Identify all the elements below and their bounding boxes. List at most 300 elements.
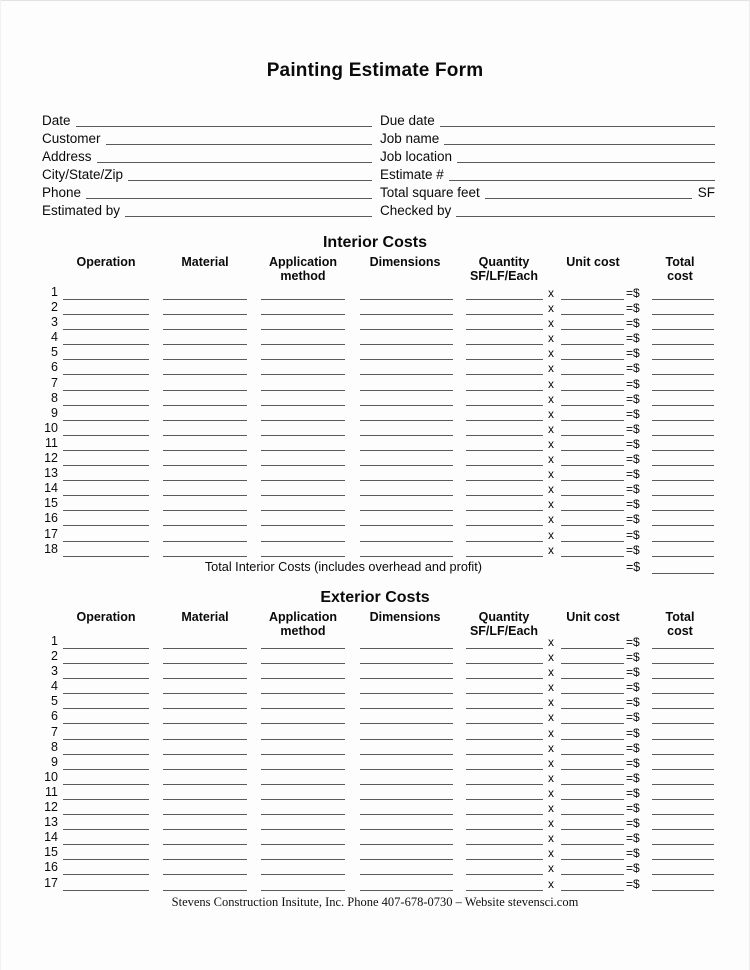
interior-cell-input[interactable] (261, 480, 345, 481)
interior-cell-input[interactable] (466, 405, 543, 406)
interior-cell-input[interactable] (261, 465, 345, 466)
interior-cell-input[interactable] (163, 541, 247, 542)
interior-cell-input[interactable] (466, 344, 543, 345)
interior-cell-input[interactable] (466, 556, 543, 557)
exterior-cell-input[interactable] (360, 859, 453, 860)
interior-cell-input[interactable] (163, 344, 247, 345)
exterior-cell-input[interactable] (360, 799, 453, 800)
exterior-row (0, 847, 750, 862)
exterior-cell-input[interactable] (63, 829, 149, 830)
exterior-cell-input[interactable] (466, 663, 543, 664)
exterior-cell-input[interactable] (261, 723, 345, 724)
exterior-cell-input[interactable] (261, 739, 345, 740)
interior-cell-input[interactable] (163, 495, 247, 496)
exterior-cell-input[interactable] (360, 678, 453, 679)
exterior-cell-input[interactable] (561, 648, 624, 649)
interior-cell-input[interactable] (163, 525, 247, 526)
interior-cell-input[interactable] (561, 465, 624, 466)
interior-cell-input[interactable] (63, 314, 149, 315)
interior-column-header (63, 256, 149, 270)
exterior-cell-input[interactable] (163, 678, 247, 679)
interior-cell-input[interactable] (63, 344, 149, 345)
interior-cell-input[interactable] (63, 435, 149, 436)
exterior-cell-input[interactable] (561, 693, 624, 694)
exterior-cell-input[interactable] (466, 784, 543, 785)
exterior-cell-input[interactable] (63, 723, 149, 724)
exterior-cell-input[interactable] (63, 754, 149, 755)
exterior-cell-input[interactable] (561, 678, 624, 679)
interior-cell-input[interactable] (466, 420, 543, 421)
exterior-cell-input[interactable] (652, 890, 714, 891)
interior-cell-input[interactable] (163, 299, 247, 300)
exterior-cell-input[interactable] (561, 723, 624, 724)
interior-cell-input[interactable] (652, 329, 714, 330)
interior-cell-input[interactable] (261, 405, 345, 406)
interior-cell-input[interactable] (63, 495, 149, 496)
exterior-cell-input[interactable] (261, 693, 345, 694)
exterior-cell-input[interactable] (63, 663, 149, 664)
interior-cell-input[interactable] (561, 374, 624, 375)
exterior-cell-input[interactable] (466, 723, 543, 724)
interior-total-label: Total Interior Costs (includes overhead and profit) (204, 560, 482, 574)
interior-cell-input[interactable] (652, 510, 714, 511)
interior-cell-input[interactable] (63, 405, 149, 406)
header-field-input[interactable] (440, 112, 715, 127)
exterior-cell-input[interactable] (652, 814, 714, 815)
exterior-cell-input[interactable] (163, 648, 247, 649)
exterior-cell-input[interactable] (466, 844, 543, 845)
interior-cell-input[interactable] (261, 541, 345, 542)
exterior-cell-input[interactable] (360, 663, 453, 664)
header-field-label: Phone (42, 185, 82, 200)
exterior-cell-input[interactable] (652, 708, 714, 709)
interior-equals-symbol: =$ (626, 497, 640, 512)
interior-row-number: 13 (44, 466, 58, 481)
interior-cell-input[interactable] (561, 556, 624, 557)
interior-cell-input[interactable] (466, 314, 543, 315)
exterior-cell-input[interactable] (63, 799, 149, 800)
exterior-cell-input[interactable] (261, 754, 345, 755)
exterior-cell-input[interactable] (63, 890, 149, 891)
exterior-cell-input[interactable] (652, 829, 714, 830)
exterior-row (0, 784, 750, 802)
exterior-cell-input[interactable] (652, 784, 714, 785)
interior-cell-input[interactable] (63, 359, 149, 360)
interior-cell-input[interactable] (561, 390, 624, 391)
interior-cell-input[interactable] (466, 525, 543, 526)
interior-cell-input[interactable] (466, 374, 543, 375)
interior-cell-input[interactable] (63, 450, 149, 451)
interior-cell-input[interactable] (63, 299, 149, 300)
interior-cell-input[interactable] (561, 480, 624, 481)
interior-cell-input[interactable] (261, 390, 345, 391)
header-field-input[interactable] (97, 148, 372, 163)
interior-total-value-field[interactable] (652, 573, 714, 574)
exterior-multiply-symbol: x (548, 710, 554, 725)
exterior-cell-input[interactable] (652, 874, 714, 875)
exterior-equals-symbol: =$ (626, 785, 640, 800)
exterior-cell-input[interactable] (561, 739, 624, 740)
exterior-cell-input[interactable] (360, 784, 453, 785)
exterior-cell-input[interactable] (652, 739, 714, 740)
interior-cell-input[interactable] (63, 510, 149, 511)
exterior-cell-input[interactable] (466, 754, 543, 755)
exterior-cell-input[interactable] (360, 874, 453, 875)
header-field-label: Date (42, 113, 71, 128)
header-field-row (42, 110, 372, 128)
interior-cell-input[interactable] (261, 374, 345, 375)
interior-row-number: 16 (44, 511, 58, 526)
interior-cell-input[interactable] (163, 510, 247, 511)
exterior-cell-input[interactable] (163, 799, 247, 800)
exterior-cell-input[interactable] (261, 663, 345, 664)
exterior-cell-input[interactable] (561, 829, 624, 830)
interior-cell-input[interactable] (261, 329, 345, 330)
header-field-input[interactable] (106, 130, 372, 145)
interior-cell-input[interactable] (652, 465, 714, 466)
interior-cell-input[interactable] (163, 314, 247, 315)
interior-cell-input[interactable] (652, 435, 714, 436)
exterior-cell-input[interactable] (360, 648, 453, 649)
exterior-cell-input[interactable] (261, 769, 345, 770)
exterior-cell-input[interactable] (63, 678, 149, 679)
header-field-input[interactable] (76, 112, 372, 127)
interior-cell-input[interactable] (466, 541, 543, 542)
interior-cell-input[interactable] (466, 390, 543, 391)
interior-cell-input[interactable] (63, 556, 149, 557)
exterior-cell-input[interactable] (63, 874, 149, 875)
interior-cell-input[interactable] (360, 510, 453, 511)
interior-multiply-symbol: x (548, 467, 554, 482)
exterior-equals-symbol: =$ (626, 725, 640, 740)
exterior-cell-input[interactable] (261, 814, 345, 815)
interior-cell-input[interactable] (163, 420, 247, 421)
interior-cell-input[interactable] (652, 344, 714, 345)
exterior-cell-input[interactable] (163, 754, 247, 755)
interior-total-row (0, 560, 750, 578)
interior-cell-input[interactable] (63, 525, 149, 526)
interior-row (0, 435, 750, 453)
exterior-cell-input[interactable] (466, 814, 543, 815)
interior-cell-input[interactable] (561, 450, 624, 451)
exterior-row (0, 681, 750, 696)
exterior-cell-input[interactable] (163, 708, 247, 709)
exterior-cell-input[interactable] (561, 663, 624, 664)
interior-cell-input[interactable] (652, 450, 714, 451)
interior-cell-input[interactable] (360, 450, 453, 451)
exterior-column-header-line: Unit cost (566, 610, 620, 624)
exterior-cell-input[interactable] (360, 739, 453, 740)
interior-cell-input[interactable] (652, 374, 714, 375)
interior-cell-input[interactable] (360, 405, 453, 406)
interior-cell-input[interactable] (561, 541, 624, 542)
interior-cell-input[interactable] (652, 480, 714, 481)
header-field-input[interactable] (457, 148, 715, 163)
interior-multiply-symbol: x (548, 452, 554, 467)
interior-cell-input[interactable] (652, 556, 714, 557)
exterior-cell-input[interactable] (261, 799, 345, 800)
exterior-cell-input[interactable] (466, 829, 543, 830)
exterior-row-number: 8 (51, 739, 58, 754)
exterior-cell-input[interactable] (360, 844, 453, 845)
exterior-cell-input[interactable] (261, 890, 345, 891)
exterior-cell-input[interactable] (360, 890, 453, 891)
interior-cell-input[interactable] (466, 450, 543, 451)
interior-column-header (456, 256, 552, 283)
exterior-cell-input[interactable] (63, 784, 149, 785)
interior-multiply-symbol: x (548, 301, 554, 316)
interior-cell-input[interactable] (163, 556, 247, 557)
header-field-row (380, 128, 715, 146)
interior-cell-input[interactable] (466, 495, 543, 496)
exterior-cell-input[interactable] (63, 693, 149, 694)
exterior-cell-input[interactable] (561, 814, 624, 815)
exterior-cell-input[interactable] (652, 754, 714, 755)
exterior-cell-input[interactable] (466, 890, 543, 891)
interior-cell-input[interactable] (261, 495, 345, 496)
interior-cell-input[interactable] (261, 435, 345, 436)
interior-cell-input[interactable] (561, 299, 624, 300)
interior-cell-input[interactable] (466, 359, 543, 360)
exterior-cell-input[interactable] (652, 799, 714, 800)
exterior-cell-input[interactable] (63, 708, 149, 709)
exterior-cell-input[interactable] (163, 874, 247, 875)
interior-cell-input[interactable] (163, 405, 247, 406)
interior-cell-input[interactable] (63, 480, 149, 481)
exterior-multiply-symbol: x (548, 740, 554, 755)
exterior-cell-input[interactable] (561, 754, 624, 755)
exterior-cell-input[interactable] (360, 708, 453, 709)
exterior-cell-input[interactable] (561, 874, 624, 875)
exterior-cell-input[interactable] (652, 648, 714, 649)
exterior-cell-input[interactable] (63, 769, 149, 770)
interior-row-number: 4 (51, 330, 58, 345)
interior-cell-input[interactable] (63, 374, 149, 375)
interior-column-headers (0, 256, 750, 290)
interior-cell-input[interactable] (261, 510, 345, 511)
exterior-cell-input[interactable] (163, 859, 247, 860)
exterior-cell-input[interactable] (261, 708, 345, 709)
interior-cell-input[interactable] (360, 541, 453, 542)
exterior-cell-input[interactable] (261, 784, 345, 785)
interior-multiply-symbol: x (548, 286, 554, 300)
interior-cell-input[interactable] (561, 329, 624, 330)
exterior-cell-input[interactable] (360, 829, 453, 830)
exterior-cell-input[interactable] (652, 769, 714, 770)
exterior-cell-input[interactable] (466, 874, 543, 875)
exterior-column-header (358, 611, 452, 625)
exterior-cell-input[interactable] (261, 678, 345, 679)
interior-cell-input[interactable] (652, 405, 714, 406)
interior-multiply-symbol: x (548, 527, 554, 542)
interior-cell-input[interactable] (561, 405, 624, 406)
interior-cell-input[interactable] (360, 329, 453, 330)
interior-cell-input[interactable] (561, 359, 624, 360)
header-field-input[interactable] (125, 202, 372, 217)
exterior-cell-input[interactable] (652, 859, 714, 860)
interior-cell-input[interactable] (561, 314, 624, 315)
exterior-cell-input[interactable] (63, 648, 149, 649)
exterior-cell-input[interactable] (163, 739, 247, 740)
interior-cell-input[interactable] (261, 525, 345, 526)
interior-cell-input[interactable] (261, 359, 345, 360)
interior-cell-input[interactable] (261, 420, 345, 421)
exterior-cell-input[interactable] (466, 859, 543, 860)
exterior-cell-input[interactable] (466, 739, 543, 740)
interior-cell-input[interactable] (652, 420, 714, 421)
interior-cell-input[interactable] (466, 435, 543, 436)
interior-cell-input[interactable] (261, 314, 345, 315)
interior-cell-input[interactable] (360, 299, 453, 300)
interior-column-header-line: cost (667, 268, 693, 283)
interior-cell-input[interactable] (561, 495, 624, 496)
exterior-column-header-line: Material (181, 610, 229, 624)
interior-column-header-line: Application (268, 255, 338, 269)
interior-cell-input[interactable] (63, 329, 149, 330)
exterior-cell-input[interactable] (360, 769, 453, 770)
interior-cell-input[interactable] (163, 359, 247, 360)
exterior-cell-input[interactable] (163, 723, 247, 724)
header-field-input[interactable] (449, 166, 715, 181)
interior-cell-input[interactable] (360, 465, 453, 466)
exterior-cell-input[interactable] (63, 739, 149, 740)
interior-cell-input[interactable] (360, 495, 453, 496)
exterior-cell-input[interactable] (561, 859, 624, 860)
interior-cell-input[interactable] (466, 329, 543, 330)
interior-equals-symbol: =$ (626, 376, 640, 391)
interior-multiply-symbol: x (548, 482, 554, 497)
interior-cell-input[interactable] (63, 541, 149, 542)
interior-cell-input[interactable] (466, 510, 543, 511)
exterior-cell-input[interactable] (163, 844, 247, 845)
exterior-cell-input[interactable] (466, 769, 543, 770)
interior-cell-input[interactable] (163, 329, 247, 330)
exterior-cell-input[interactable] (652, 693, 714, 694)
interior-cell-input[interactable] (163, 480, 247, 481)
exterior-cell-input[interactable] (652, 844, 714, 845)
exterior-cell-input[interactable] (163, 693, 247, 694)
interior-cell-input[interactable] (561, 344, 624, 345)
interior-cell-input[interactable] (652, 299, 714, 300)
interior-cell-input[interactable] (360, 525, 453, 526)
exterior-cell-input[interactable] (360, 693, 453, 694)
interior-cell-input[interactable] (652, 541, 714, 542)
interior-cell-input[interactable] (360, 556, 453, 557)
interior-cell-input[interactable] (652, 495, 714, 496)
interior-cell-input[interactable] (360, 390, 453, 391)
header-field-row (42, 182, 372, 200)
exterior-cell-input[interactable] (63, 844, 149, 845)
exterior-cell-input[interactable] (652, 663, 714, 664)
interior-cell-input[interactable] (652, 359, 714, 360)
exterior-cell-input[interactable] (561, 799, 624, 800)
exterior-cell-input[interactable] (466, 799, 543, 800)
exterior-cell-input[interactable] (652, 723, 714, 724)
exterior-cell-input[interactable] (63, 859, 149, 860)
exterior-cell-input[interactable] (466, 648, 543, 649)
interior-cell-input[interactable] (63, 390, 149, 391)
interior-cell-input[interactable] (163, 450, 247, 451)
interior-cell-input[interactable] (261, 344, 345, 345)
header-field-input[interactable] (444, 130, 715, 145)
exterior-cell-input[interactable] (466, 693, 543, 694)
interior-cell-input[interactable] (63, 420, 149, 421)
interior-cell-input[interactable] (561, 435, 624, 436)
header-field-input[interactable] (86, 184, 372, 199)
exterior-cell-input[interactable] (561, 708, 624, 709)
header-field-input[interactable] (485, 184, 692, 199)
interior-cell-input[interactable] (652, 390, 714, 391)
exterior-cell-input[interactable] (466, 708, 543, 709)
exterior-cell-input[interactable] (163, 784, 247, 785)
exterior-cell-input[interactable] (261, 874, 345, 875)
exterior-cell-input[interactable] (360, 814, 453, 815)
exterior-cell-input[interactable] (163, 829, 247, 830)
exterior-cell-input[interactable] (261, 844, 345, 845)
header-field-unit-label: SF (697, 185, 715, 200)
interior-row (0, 468, 750, 483)
interior-cell-input[interactable] (163, 435, 247, 436)
exterior-cell-input[interactable] (360, 723, 453, 724)
interior-cell-input[interactable] (63, 465, 149, 466)
exterior-cell-input[interactable] (163, 890, 247, 891)
interior-row-number: 5 (51, 345, 58, 360)
interior-cell-input[interactable] (261, 299, 345, 300)
interior-cell-input[interactable] (466, 480, 543, 481)
exterior-cell-input[interactable] (163, 814, 247, 815)
interior-cell-input[interactable] (466, 465, 543, 466)
exterior-cell-input[interactable] (63, 814, 149, 815)
exterior-cell-input[interactable] (561, 769, 624, 770)
interior-cell-input[interactable] (561, 525, 624, 526)
interior-cell-input[interactable] (261, 450, 345, 451)
interior-cell-input[interactable] (652, 525, 714, 526)
exterior-cell-input[interactable] (360, 754, 453, 755)
interior-cell-input[interactable] (261, 556, 345, 557)
interior-cell-input[interactable] (360, 480, 453, 481)
exterior-cell-input[interactable] (261, 648, 345, 649)
exterior-cell-input[interactable] (261, 859, 345, 860)
exterior-row-number: 17 (44, 875, 58, 890)
header-field-input[interactable] (456, 202, 715, 217)
interior-cell-input[interactable] (360, 374, 453, 375)
interior-cell-input[interactable] (360, 314, 453, 315)
interior-cell-input[interactable] (163, 374, 247, 375)
interior-cell-input[interactable] (652, 314, 714, 315)
exterior-cell-input[interactable] (261, 829, 345, 830)
interior-multiply-symbol: x (548, 512, 554, 527)
exterior-cell-input[interactable] (561, 844, 624, 845)
interior-line-items (0, 287, 750, 559)
interior-cell-input[interactable] (163, 465, 247, 466)
interior-cell-input[interactable] (360, 420, 453, 421)
interior-cell-input[interactable] (163, 390, 247, 391)
exterior-cell-input[interactable] (163, 769, 247, 770)
exterior-cell-input[interactable] (652, 678, 714, 679)
header-field-input[interactable] (128, 166, 372, 181)
interior-cell-input[interactable] (360, 344, 453, 345)
exterior-cell-input[interactable] (561, 784, 624, 785)
exterior-cell-input[interactable] (466, 678, 543, 679)
exterior-cell-input[interactable] (163, 663, 247, 664)
interior-cell-input[interactable] (360, 435, 453, 436)
interior-row (0, 483, 750, 498)
interior-cell-input[interactable] (561, 510, 624, 511)
interior-cell-input[interactable] (466, 299, 543, 300)
interior-cell-input[interactable] (561, 420, 624, 421)
interior-cell-input[interactable] (360, 359, 453, 360)
exterior-cell-input[interactable] (561, 890, 624, 891)
